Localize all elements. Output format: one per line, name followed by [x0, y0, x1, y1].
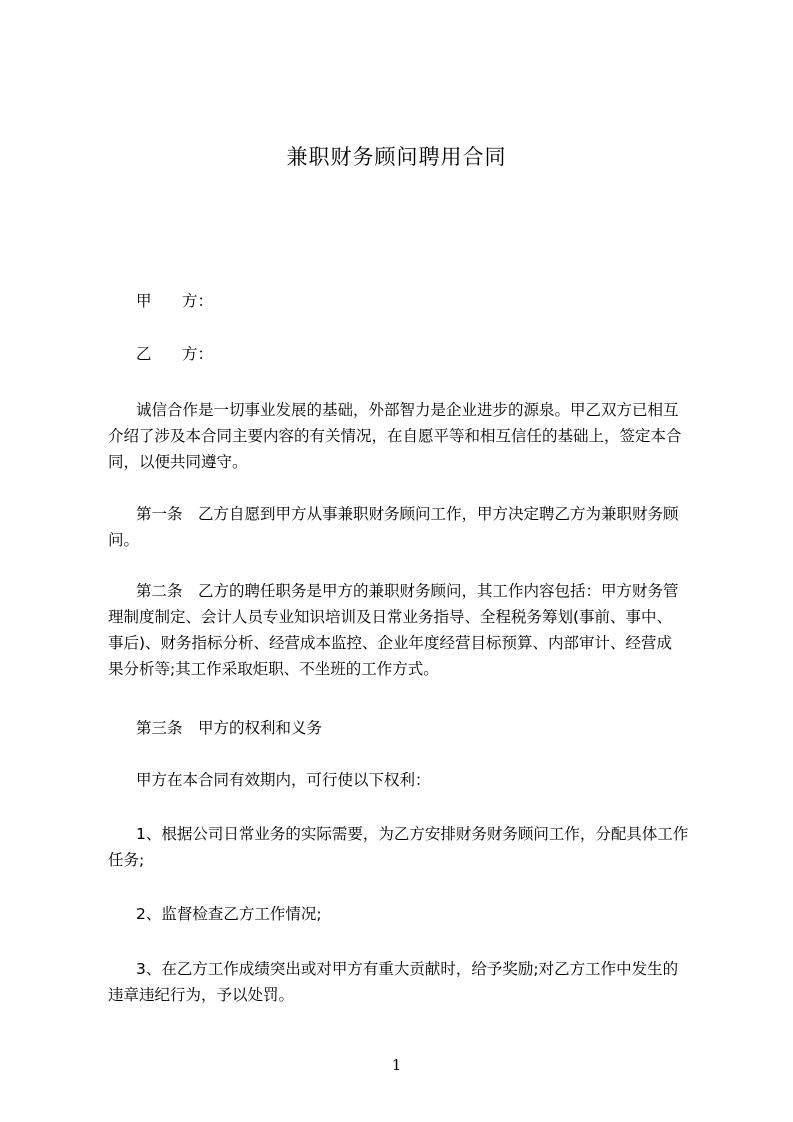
intro-line-2: 介绍了涉及本合同主要内容的有关情况，在自愿平等和相互信任的基础上，签定本合 [108, 427, 682, 445]
item3-line-1: 3、在乙方工作成绩突出或对甲方有重大贡献时，给予奖励;对乙方工作中发生的 [136, 960, 679, 978]
article2-line-4: 果分析等;其工作采取炬职、不坐班的工作方式。 [108, 660, 439, 678]
item1-line-1: 1、根据公司日常业务的实际需要，为乙方安排财务财务顾问工作，分配具体工作 [136, 825, 689, 843]
article2-line-1: 第二条 乙方的聘任职务是甲方的兼职财务顾问，其工作内容包括：甲方财务管 [136, 582, 679, 600]
article1-line-2: 问。 [108, 531, 140, 549]
item2-line: 2、监督检查乙方工作情况; [136, 905, 322, 923]
item3-line-2: 违章违纪行为，予以处罚。 [108, 986, 295, 1004]
party-b-char-2: 方： [182, 345, 214, 363]
intro-line-1: 诚信合作是一切事业发展的基础，外部智力是企业进步的源泉。甲乙双方已相互 [136, 401, 679, 419]
rights-intro: 甲方在本合同有效期内，可行使以下权利： [136, 771, 431, 789]
party-a-char-1: 甲 [136, 292, 152, 310]
article2-line-3: 事后)、财务指标分析、经营成本监控、企业年度经营目标预算、内部审计、经营成 [108, 634, 673, 652]
article3-heading: 第三条 甲方的权利和义务 [136, 719, 323, 737]
party-b-line [108, 343, 736, 365]
item1-line-2: 任务; [108, 851, 145, 869]
intro-line-3: 同，以便共同遵守。 [108, 453, 248, 471]
article1-line-1: 第一条 乙方自愿到甲方从事兼职财务顾问工作，甲方决定聘乙方为兼职财务顾 [136, 505, 679, 523]
document-title: 兼职财务顾问聘用合同 [286, 145, 507, 169]
page-number: 1 [391, 1056, 402, 1074]
party-a-line [108, 290, 736, 312]
article2-line-2: 理制度制定、会计人员专业知识培训及日常业务指导、全程税务筹划(事前、事中、 [108, 608, 673, 626]
party-a-char-2: 方： [182, 292, 214, 310]
party-b-char-1: 乙 [136, 345, 152, 363]
